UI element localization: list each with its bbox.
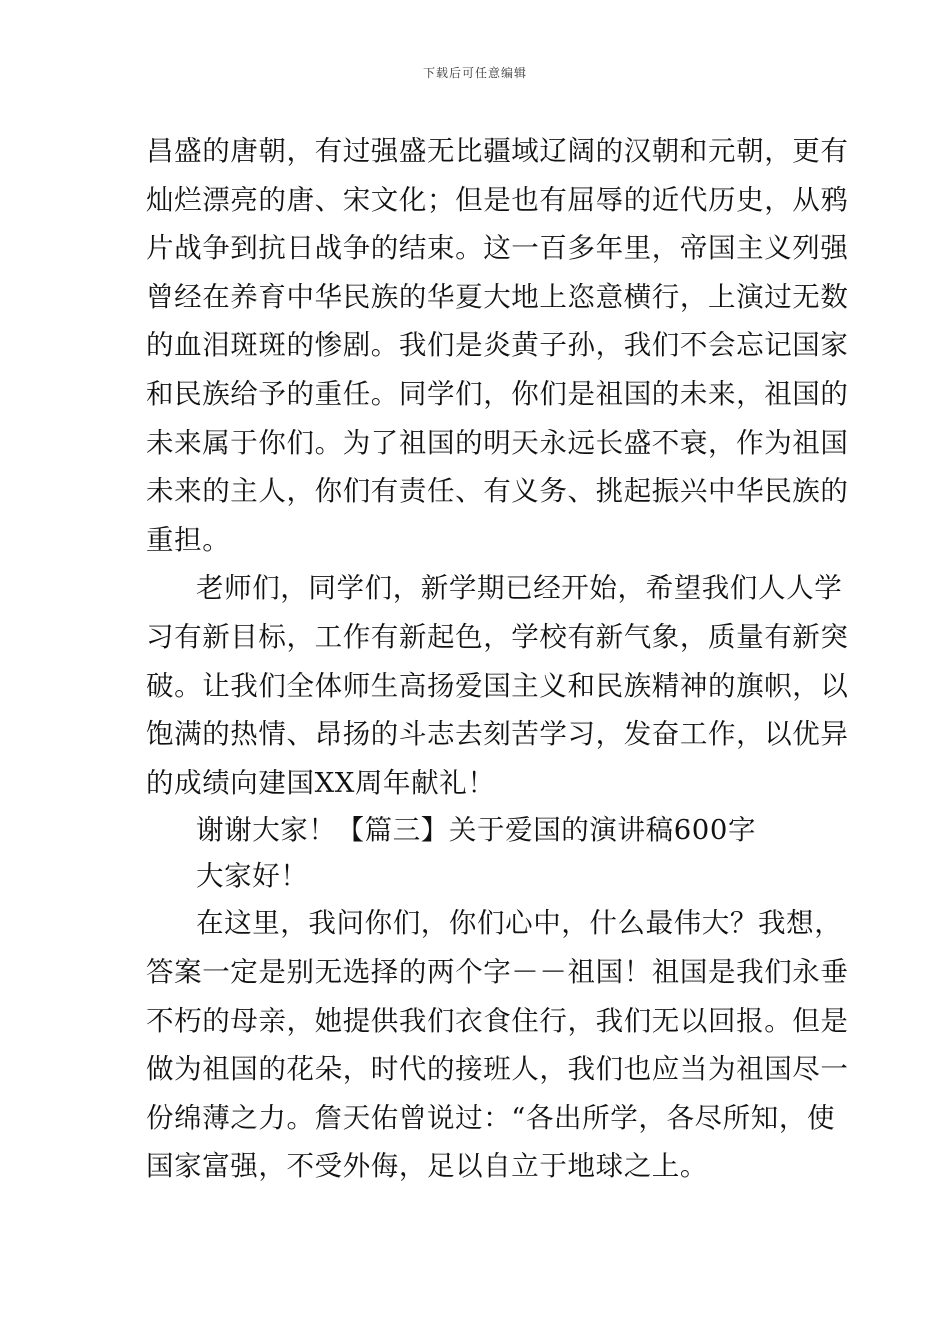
text-line: 习有新目标，工作有新起色，学校有新气象，质量有新突 (146, 620, 849, 653)
text-line: 片战争到抗日战争的结束。这一百多年里，帝国主义列强 (146, 232, 849, 265)
text-line: 答案一定是别无选择的两个字－－祖国！祖国是我们永垂 (146, 955, 849, 988)
text-line: 做为祖国的花朵，时代的接班人，我们也应当为祖国尽一 (146, 1053, 849, 1086)
text-line: 破。让我们全体师生高扬爱国主义和民族精神的旗帜，以 (146, 669, 849, 702)
text-line: 灿烂漂亮的唐、宋文化；但是也有屈辱的近代历史，从鸦 (146, 183, 849, 216)
document-body (146, 127, 849, 1191)
text-line: 未来的主人，你们有责任、有义务、挑起振兴中华民族的 (146, 475, 849, 508)
text-line: 昌盛的唐朝，有过强盛无比疆域辽阔的汉朝和元朝，更有 (146, 135, 849, 167)
greeting-line: 大家好！ (196, 860, 309, 893)
text-line: 不朽的母亲，她提供我们衣食住行，我们无以回报。但是 (146, 1004, 849, 1037)
text-line: 和民族给予的重任。同学们，你们是祖国的未来，祖国的 (146, 377, 849, 410)
text-line: 曾经在养育中华民族的华夏大地上恣意横行，上演过无数 (146, 280, 849, 313)
text-line: 国家富强，不受外侮，足以自立于地球之上。 (146, 1150, 708, 1183)
text-line: 的成绩向建国XX周年献礼！ (146, 766, 496, 799)
page-header: 下载后可任意编辑 (422, 66, 527, 80)
text-line: 饱满的热情、昂扬的斗志去刻苦学习，发奋工作，以优异 (146, 718, 849, 751)
section-heading-line: 谢谢大家！【篇三】关于爱国的演讲稿600字 (196, 814, 757, 847)
paragraph-start-line: 在这里，我问你们，你们心中，什么最伟大？我想， (196, 907, 843, 940)
paragraph-start-line: 老师们，同学们，新学期已经开始，希望我们人人学 (196, 572, 843, 605)
text-line: 未来属于你们。为了祖国的明天永远长盛不衰，作为祖国 (146, 426, 849, 459)
text-line: 份绵薄之力。詹天佑曾说过：“各出所学，各尽所知，使 (146, 1101, 836, 1134)
text-line: 重担。 (146, 523, 231, 556)
text-line: 的血泪斑斑的惨剧。我们是炎黄子孙，我们不会忘记国家 (146, 329, 849, 362)
